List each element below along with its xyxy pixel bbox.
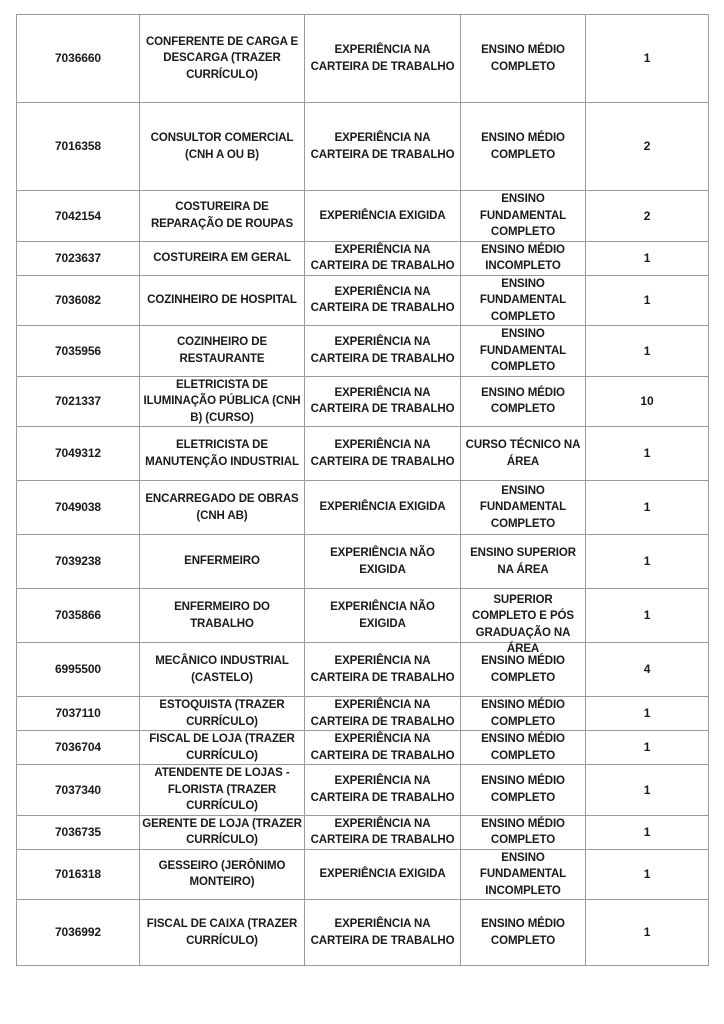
experience-cell	[305, 481, 461, 535]
education-cell	[461, 765, 586, 816]
experience-cell	[305, 815, 461, 849]
education-cell-text: CURSO TÉCNICO NA ÁREA	[465, 439, 581, 468]
experience-cell	[305, 241, 461, 275]
experience-cell-text: EXPERIÊNCIA NA CARTEIRA DE TRABALHO	[310, 336, 455, 365]
role-cell	[140, 900, 305, 966]
education-cell	[461, 731, 586, 765]
vacancies-cell	[586, 765, 709, 816]
vacancies-cell	[586, 643, 709, 697]
code-cell-text: 7037340	[54, 782, 102, 797]
role-cell-text: MECÂNICO INDUSTRIAL (CASTELO)	[155, 655, 289, 684]
education-cell-text: ENSINO FUNDAMENTAL COMPLETO	[479, 484, 567, 530]
education-cell	[461, 191, 586, 242]
experience-cell-text: EXPERIÊNCIA NA CARTEIRA DE TRABALHO	[310, 733, 455, 762]
table-row	[17, 241, 709, 275]
vacancies-cell-text: 1	[643, 250, 651, 265]
education-cell	[461, 481, 586, 535]
education-cell-text: ENSINO MÉDIO COMPLETO	[481, 918, 565, 947]
code-cell-text: 7036735	[54, 824, 102, 839]
experience-cell	[305, 15, 461, 103]
experience-cell-text: EXPERIÊNCIA NA CARTEIRA DE TRABALHO	[310, 386, 455, 416]
experience-cell	[305, 765, 461, 816]
role-cell	[140, 481, 305, 535]
experience-cell	[305, 275, 461, 326]
table-row	[17, 900, 709, 966]
table-row	[17, 731, 709, 765]
code-cell	[17, 643, 140, 697]
vacancies-cell	[586, 731, 709, 765]
code-cell	[17, 275, 140, 326]
table-row	[17, 643, 709, 697]
vacancies-cell-text: 1	[643, 824, 651, 839]
education-cell-text: ENSINO MÉDIO COMPLETO	[481, 775, 565, 804]
code-cell-text: 7036992	[54, 925, 102, 940]
role-cell	[140, 849, 305, 900]
experience-cell-text: EXPERIÊNCIA NA CARTEIRA DE TRABALHO	[310, 655, 455, 684]
role-cell-text: COSTUREIRA EM GERAL	[153, 251, 291, 264]
vacancies-cell	[586, 481, 709, 535]
table-row	[17, 376, 709, 427]
role-cell-text: GERENTE DE LOJA (TRAZER CURRÍCULO)	[142, 817, 302, 846]
education-cell	[461, 241, 586, 275]
table-row	[17, 326, 709, 377]
education-cell-text: ENSINO MÉDIO COMPLETO	[481, 699, 565, 728]
vacancies-cell-text: 1	[643, 706, 651, 721]
vacancies-cell	[586, 326, 709, 377]
experience-cell-text: EXPERIÊNCIA EXIGIDA	[319, 501, 446, 514]
education-cell-text: ENSINO MÉDIO COMPLETO	[481, 817, 565, 846]
code-cell	[17, 427, 140, 481]
education-cell-text: ENSINO MÉDIO COMPLETO	[481, 733, 565, 762]
code-cell-text: 7036660	[54, 51, 102, 66]
education-cell-text: ENSINO FUNDAMENTAL COMPLETO	[479, 277, 567, 323]
vacancies-cell-text: 2	[643, 208, 651, 223]
vacancies-cell	[586, 815, 709, 849]
role-cell	[140, 643, 305, 697]
role-cell	[140, 427, 305, 481]
vacancies-cell-text: 1	[643, 343, 651, 358]
role-cell	[140, 275, 305, 326]
code-cell	[17, 589, 140, 643]
role-cell	[140, 376, 305, 427]
code-cell-text: 7035956	[54, 343, 102, 358]
education-cell-text: ENSINO MÉDIO COMPLETO	[481, 655, 565, 684]
experience-cell-text: EXPERIÊNCIA NA CARTEIRA DE TRABALHO	[310, 285, 455, 315]
education-cell-text: ENSINO FUNDAMENTAL COMPLETO	[479, 193, 567, 238]
role-cell	[140, 765, 305, 816]
experience-cell-text: EXPERIÊNCIA NA CARTEIRA DE TRABALHO	[310, 918, 455, 947]
education-cell-text: ENSINO FUNDAMENTAL INCOMPLETO	[479, 851, 567, 897]
code-cell	[17, 15, 140, 103]
code-cell	[17, 731, 140, 765]
role-cell	[140, 103, 305, 191]
experience-cell-text: EXPERIÊNCIA NA CARTEIRA DE TRABALHO	[310, 439, 455, 468]
experience-cell	[305, 900, 461, 966]
table-row	[17, 589, 709, 643]
experience-cell	[305, 535, 461, 589]
education-cell-text: ENSINO MÉDIO COMPLETO	[481, 44, 565, 73]
education-cell	[461, 900, 586, 966]
vacancies-cell-text: 1	[643, 608, 651, 623]
role-cell	[140, 326, 305, 377]
role-cell-text: CONFERENTE DE CARGA E DESCARGA (TRAZER CURRÍCULO)	[145, 35, 299, 81]
education-cell	[461, 589, 586, 655]
table-row	[17, 765, 709, 816]
education-cell	[461, 376, 586, 427]
code-cell	[17, 191, 140, 242]
table-row	[17, 849, 709, 900]
vacancies-cell	[586, 589, 709, 643]
table-row	[17, 697, 709, 731]
vacancies-cell	[586, 103, 709, 191]
vacancies-cell	[586, 275, 709, 326]
code-cell	[17, 697, 140, 731]
education-cell	[461, 275, 586, 326]
table-row	[17, 815, 709, 849]
vacancies-cell-text: 1	[643, 782, 651, 797]
experience-cell	[305, 326, 461, 377]
role-cell-text: ENFERMEIRO	[184, 555, 260, 568]
education-cell-text: SUPERIOR COMPLETO E PÓS GRADUAÇÃO NA ÁREA	[472, 593, 574, 655]
education-cell-text: ENSINO FUNDAMENTAL COMPLETO	[479, 328, 567, 373]
code-cell-text: 7036082	[54, 293, 102, 307]
education-cell	[461, 535, 586, 589]
code-cell	[17, 900, 140, 966]
role-cell	[140, 241, 305, 275]
experience-cell-text: EXPERIÊNCIA NÃO EXIGIDA	[330, 601, 435, 630]
vacancies-cell-text: 1	[643, 293, 651, 307]
education-cell	[461, 103, 586, 191]
role-cell	[140, 589, 305, 643]
role-cell-text: COZINHEIRO DE HOSPITAL	[147, 294, 297, 306]
education-cell-text: ENSINO MÉDIO COMPLETO	[481, 132, 565, 161]
experience-cell-text: EXPERIÊNCIA EXIGIDA	[319, 209, 446, 222]
experience-cell	[305, 589, 461, 643]
experience-cell-text: EXPERIÊNCIA EXIGIDA	[319, 868, 446, 880]
vacancies-cell	[586, 191, 709, 242]
role-cell-text: ENFERMEIRO DO TRABALHO	[174, 601, 270, 630]
code-cell	[17, 849, 140, 900]
code-cell-text: 7036704	[54, 740, 102, 755]
vacancies-cell-text: 1	[643, 446, 651, 461]
education-cell	[461, 697, 586, 731]
code-cell-text: 7016318	[54, 867, 102, 881]
code-cell-text: 7016358	[54, 139, 102, 154]
code-cell	[17, 326, 140, 377]
vacancies-cell	[586, 15, 709, 103]
experience-cell-text: EXPERIÊNCIA NÃO EXIGIDA	[330, 547, 435, 576]
education-cell	[461, 427, 586, 481]
table-row	[17, 103, 709, 191]
role-cell-text: COZINHEIRO DE RESTAURANTE	[176, 336, 268, 365]
education-cell	[461, 326, 586, 377]
experience-cell	[305, 849, 461, 900]
vacancies-cell-text: 1	[643, 740, 651, 755]
role-cell	[140, 15, 305, 103]
code-cell-text: 7023637	[54, 250, 102, 265]
table-body	[17, 15, 709, 966]
experience-cell-text: EXPERIÊNCIA NA CARTEIRA DE TRABALHO	[310, 817, 455, 846]
education-cell	[461, 849, 586, 900]
role-cell-text: GESSEIRO (JERÔNIMO MONTEIRO)	[158, 859, 286, 889]
code-cell-text: 7037110	[55, 706, 101, 721]
code-cell	[17, 815, 140, 849]
code-cell	[17, 535, 140, 589]
code-cell	[17, 103, 140, 191]
code-cell-text: 6995500	[54, 662, 102, 677]
experience-cell-text: EXPERIÊNCIA NA CARTEIRA DE TRABALHO	[310, 775, 455, 804]
table-row	[17, 427, 709, 481]
code-cell-text: 7049312	[54, 446, 102, 461]
experience-cell	[305, 643, 461, 697]
code-cell-text: 7042154	[54, 208, 102, 223]
role-cell-text: CONSULTOR COMERCIAL (CNH A OU B)	[150, 132, 294, 161]
vacancies-cell-text: 10	[640, 394, 654, 408]
role-cell	[140, 191, 305, 242]
code-cell	[17, 376, 140, 427]
vacancies-cell	[586, 849, 709, 900]
experience-cell	[305, 376, 461, 427]
table-row	[17, 191, 709, 242]
education-cell	[461, 15, 586, 103]
role-cell-text: FISCAL DE CAIXA (TRAZER CURRÍCULO)	[146, 918, 298, 947]
code-cell-text: 7039238	[54, 554, 102, 569]
experience-cell	[305, 697, 461, 731]
experience-cell	[305, 191, 461, 242]
code-cell	[17, 765, 140, 816]
experience-cell	[305, 731, 461, 765]
code-cell	[17, 481, 140, 535]
experience-cell-text: EXPERIÊNCIA NA CARTEIRA DE TRABALHO	[310, 132, 455, 161]
code-cell-text: 7035866	[54, 608, 102, 623]
vacancies-cell-text: 1	[643, 554, 651, 569]
vacancies-cell	[586, 427, 709, 481]
experience-cell-text: EXPERIÊNCIA NA CARTEIRA DE TRABALHO	[310, 699, 455, 728]
role-cell	[140, 815, 305, 849]
job-vacancies-table	[16, 14, 709, 966]
role-cell-text: FISCAL DE LOJA (TRAZER CURRÍCULO)	[149, 733, 295, 762]
code-cell-text: 7021337	[54, 394, 102, 408]
role-cell	[140, 535, 305, 589]
vacancies-cell	[586, 697, 709, 731]
vacancies-cell-text: 1	[643, 867, 651, 881]
vacancies-cell	[586, 376, 709, 427]
experience-cell-text: EXPERIÊNCIA NA CARTEIRA DE TRABALHO	[310, 44, 455, 73]
experience-cell-text: EXPERIÊNCIA NA CARTEIRA DE TRABALHO	[310, 243, 455, 272]
role-cell	[140, 731, 305, 765]
education-cell-text: ENSINO MÉDIO INCOMPLETO	[481, 243, 565, 272]
education-cell	[461, 815, 586, 849]
role-cell-text: ATENDENTE DE LOJAS - FLORISTA (TRAZER CURRÍCULO)	[154, 767, 290, 812]
vacancies-cell-text: 2	[643, 139, 651, 154]
vacancies-cell	[586, 241, 709, 275]
vacancies-cell-text: 4	[643, 662, 651, 677]
role-cell-text: ESTOQUISTA (TRAZER CURRÍCULO)	[159, 699, 285, 728]
table-row	[17, 15, 709, 103]
vacancies-cell-text: 1	[643, 925, 651, 940]
vacancies-cell	[586, 900, 709, 966]
role-cell	[140, 697, 305, 731]
experience-cell	[305, 103, 461, 191]
vacancies-cell-text: 1	[643, 51, 651, 66]
vacancies-cell	[586, 535, 709, 589]
code-cell	[17, 241, 140, 275]
role-cell-text: ELETRICISTA DE ILUMINAÇÃO PÚBLICA (CNH B) (CURSO)	[143, 378, 301, 424]
table-row	[17, 535, 709, 589]
education-cell-text: ENSINO SUPERIOR NA ÁREA	[470, 547, 576, 576]
role-cell-text: ELETRICISTA DE MANUTENÇÃO INDUSTRIAL	[145, 439, 299, 468]
code-cell-text: 7049038	[54, 500, 102, 515]
role-cell-text: ENCARREGADO DE OBRAS (CNH AB)	[145, 493, 299, 522]
vacancies-cell-text: 1	[643, 500, 651, 515]
education-cell-text: ENSINO MÉDIO COMPLETO	[481, 386, 565, 416]
role-cell-text: COSTUREIRA DE REPARAÇÃO DE ROUPAS	[150, 201, 294, 230]
table-row	[17, 481, 709, 535]
experience-cell	[305, 427, 461, 481]
table-row	[17, 275, 709, 326]
